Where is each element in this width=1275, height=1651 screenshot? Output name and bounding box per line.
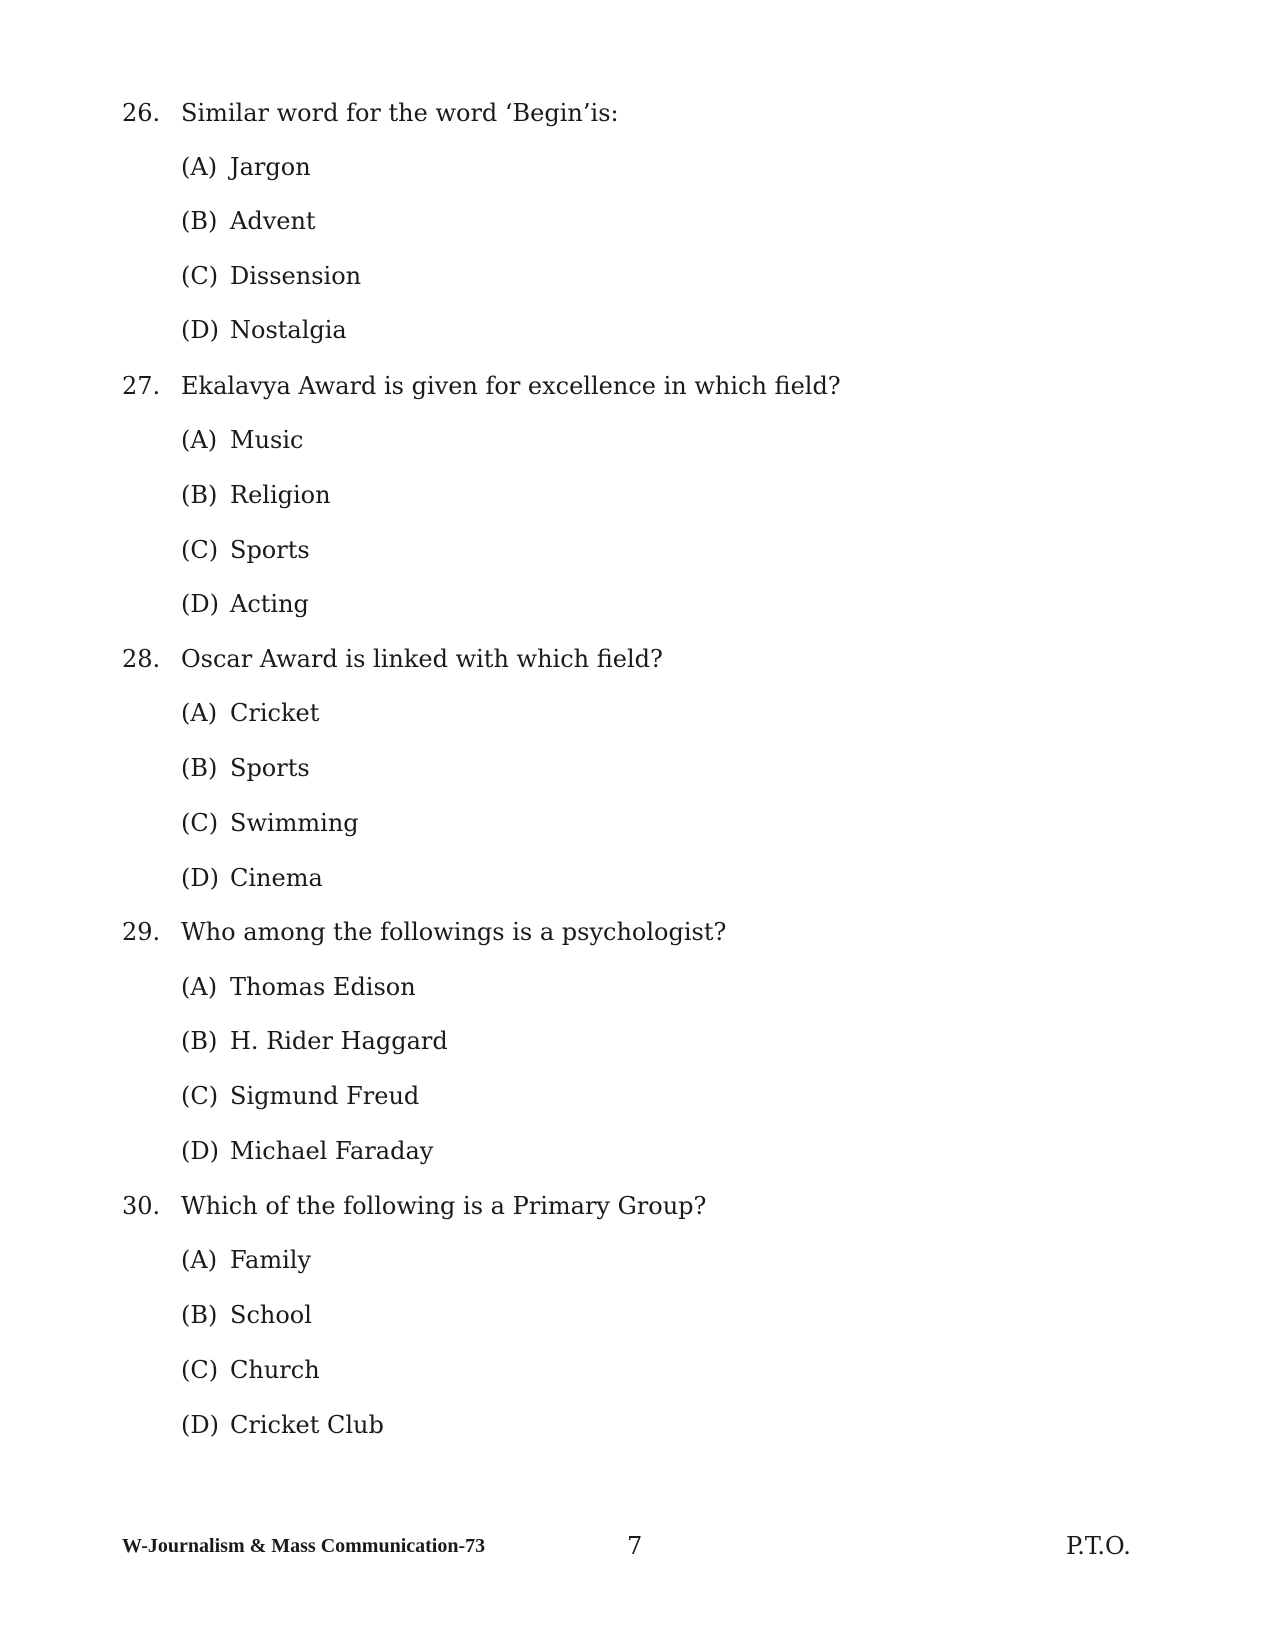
question-text: Ekalavya Award is given for excellence in which field? [181,372,841,400]
option-label: (D) [181,864,219,892]
option-d [181,584,309,624]
option-label: (A) [181,699,218,727]
option-label: (A) [181,153,218,181]
question-text: Who among the followings is a psychologist? [181,918,727,946]
pto-label: P.T.O. [1066,1532,1131,1560]
option-label: (D) [181,1411,219,1439]
option-text: Religion [230,481,331,509]
question-text: Which of the following is a Primary Group? [181,1192,707,1220]
option-label: (D) [181,1137,219,1165]
option-text: Nostalgia [230,316,347,344]
option-label: (C) [181,1356,219,1384]
option-label: (A) [181,1246,218,1274]
question-number: 30. [122,1192,161,1220]
option-text: Cinema [230,864,323,892]
option-text: Sports [230,754,310,782]
question-text: Similar word for the word ‘Begin’is: [181,99,619,127]
question-number: 27. [122,372,161,400]
option-label: (D) [181,316,219,344]
option-text: Cricket [230,699,320,727]
option-label: (D) [181,590,219,618]
option-label: (B) [181,481,218,509]
option-text: Cricket Club [230,1411,384,1439]
option-b [181,1021,448,1061]
option-text: Swimming [230,809,359,837]
option-d [181,310,347,350]
option-c [181,803,359,843]
option-text: Acting [230,590,309,618]
option-a [181,1240,311,1280]
option-label: (C) [181,262,219,290]
option-b [181,475,331,515]
option-label: (C) [181,1082,219,1110]
option-text: School [230,1301,312,1329]
option-a [181,967,416,1007]
option-d [181,858,323,898]
option-text: Sports [230,536,310,564]
option-b [181,1295,312,1335]
question-number: 29. [122,918,161,946]
option-a [181,420,303,460]
option-label: (A) [181,973,218,1001]
option-c [181,530,310,570]
question-number: 28. [122,645,161,673]
option-c [181,256,361,296]
option-label: (B) [181,207,218,235]
option-text: Michael Faraday [230,1137,434,1165]
option-label: (C) [181,536,219,564]
option-label: (A) [181,426,218,454]
option-d [181,1405,384,1445]
option-a [181,693,319,733]
option-text: Dissension [230,262,362,290]
option-b [181,748,310,788]
option-b [181,201,316,241]
option-label: (C) [181,809,219,837]
option-text: Music [230,426,304,454]
option-d [181,1131,433,1171]
option-text: H. Rider Haggard [230,1027,448,1055]
page-number: 7 [627,1532,643,1560]
option-text: Church [230,1356,320,1384]
option-a [181,147,311,187]
option-text: Thomas Edison [230,973,416,1001]
option-text: Family [230,1246,311,1274]
option-c [181,1076,419,1116]
option-label: (B) [181,1301,218,1329]
option-label: (B) [181,1027,218,1055]
footer-paper-code: W-Journalism & Mass Communication-73 [122,1535,486,1557]
option-text: Advent [230,207,316,235]
question-number: 26. [122,99,161,127]
question-text: Oscar Award is linked with which field? [181,645,663,673]
option-c [181,1350,320,1390]
option-label: (B) [181,754,218,782]
option-text: Jargon [230,153,311,181]
option-text: Sigmund Freud [230,1082,420,1110]
